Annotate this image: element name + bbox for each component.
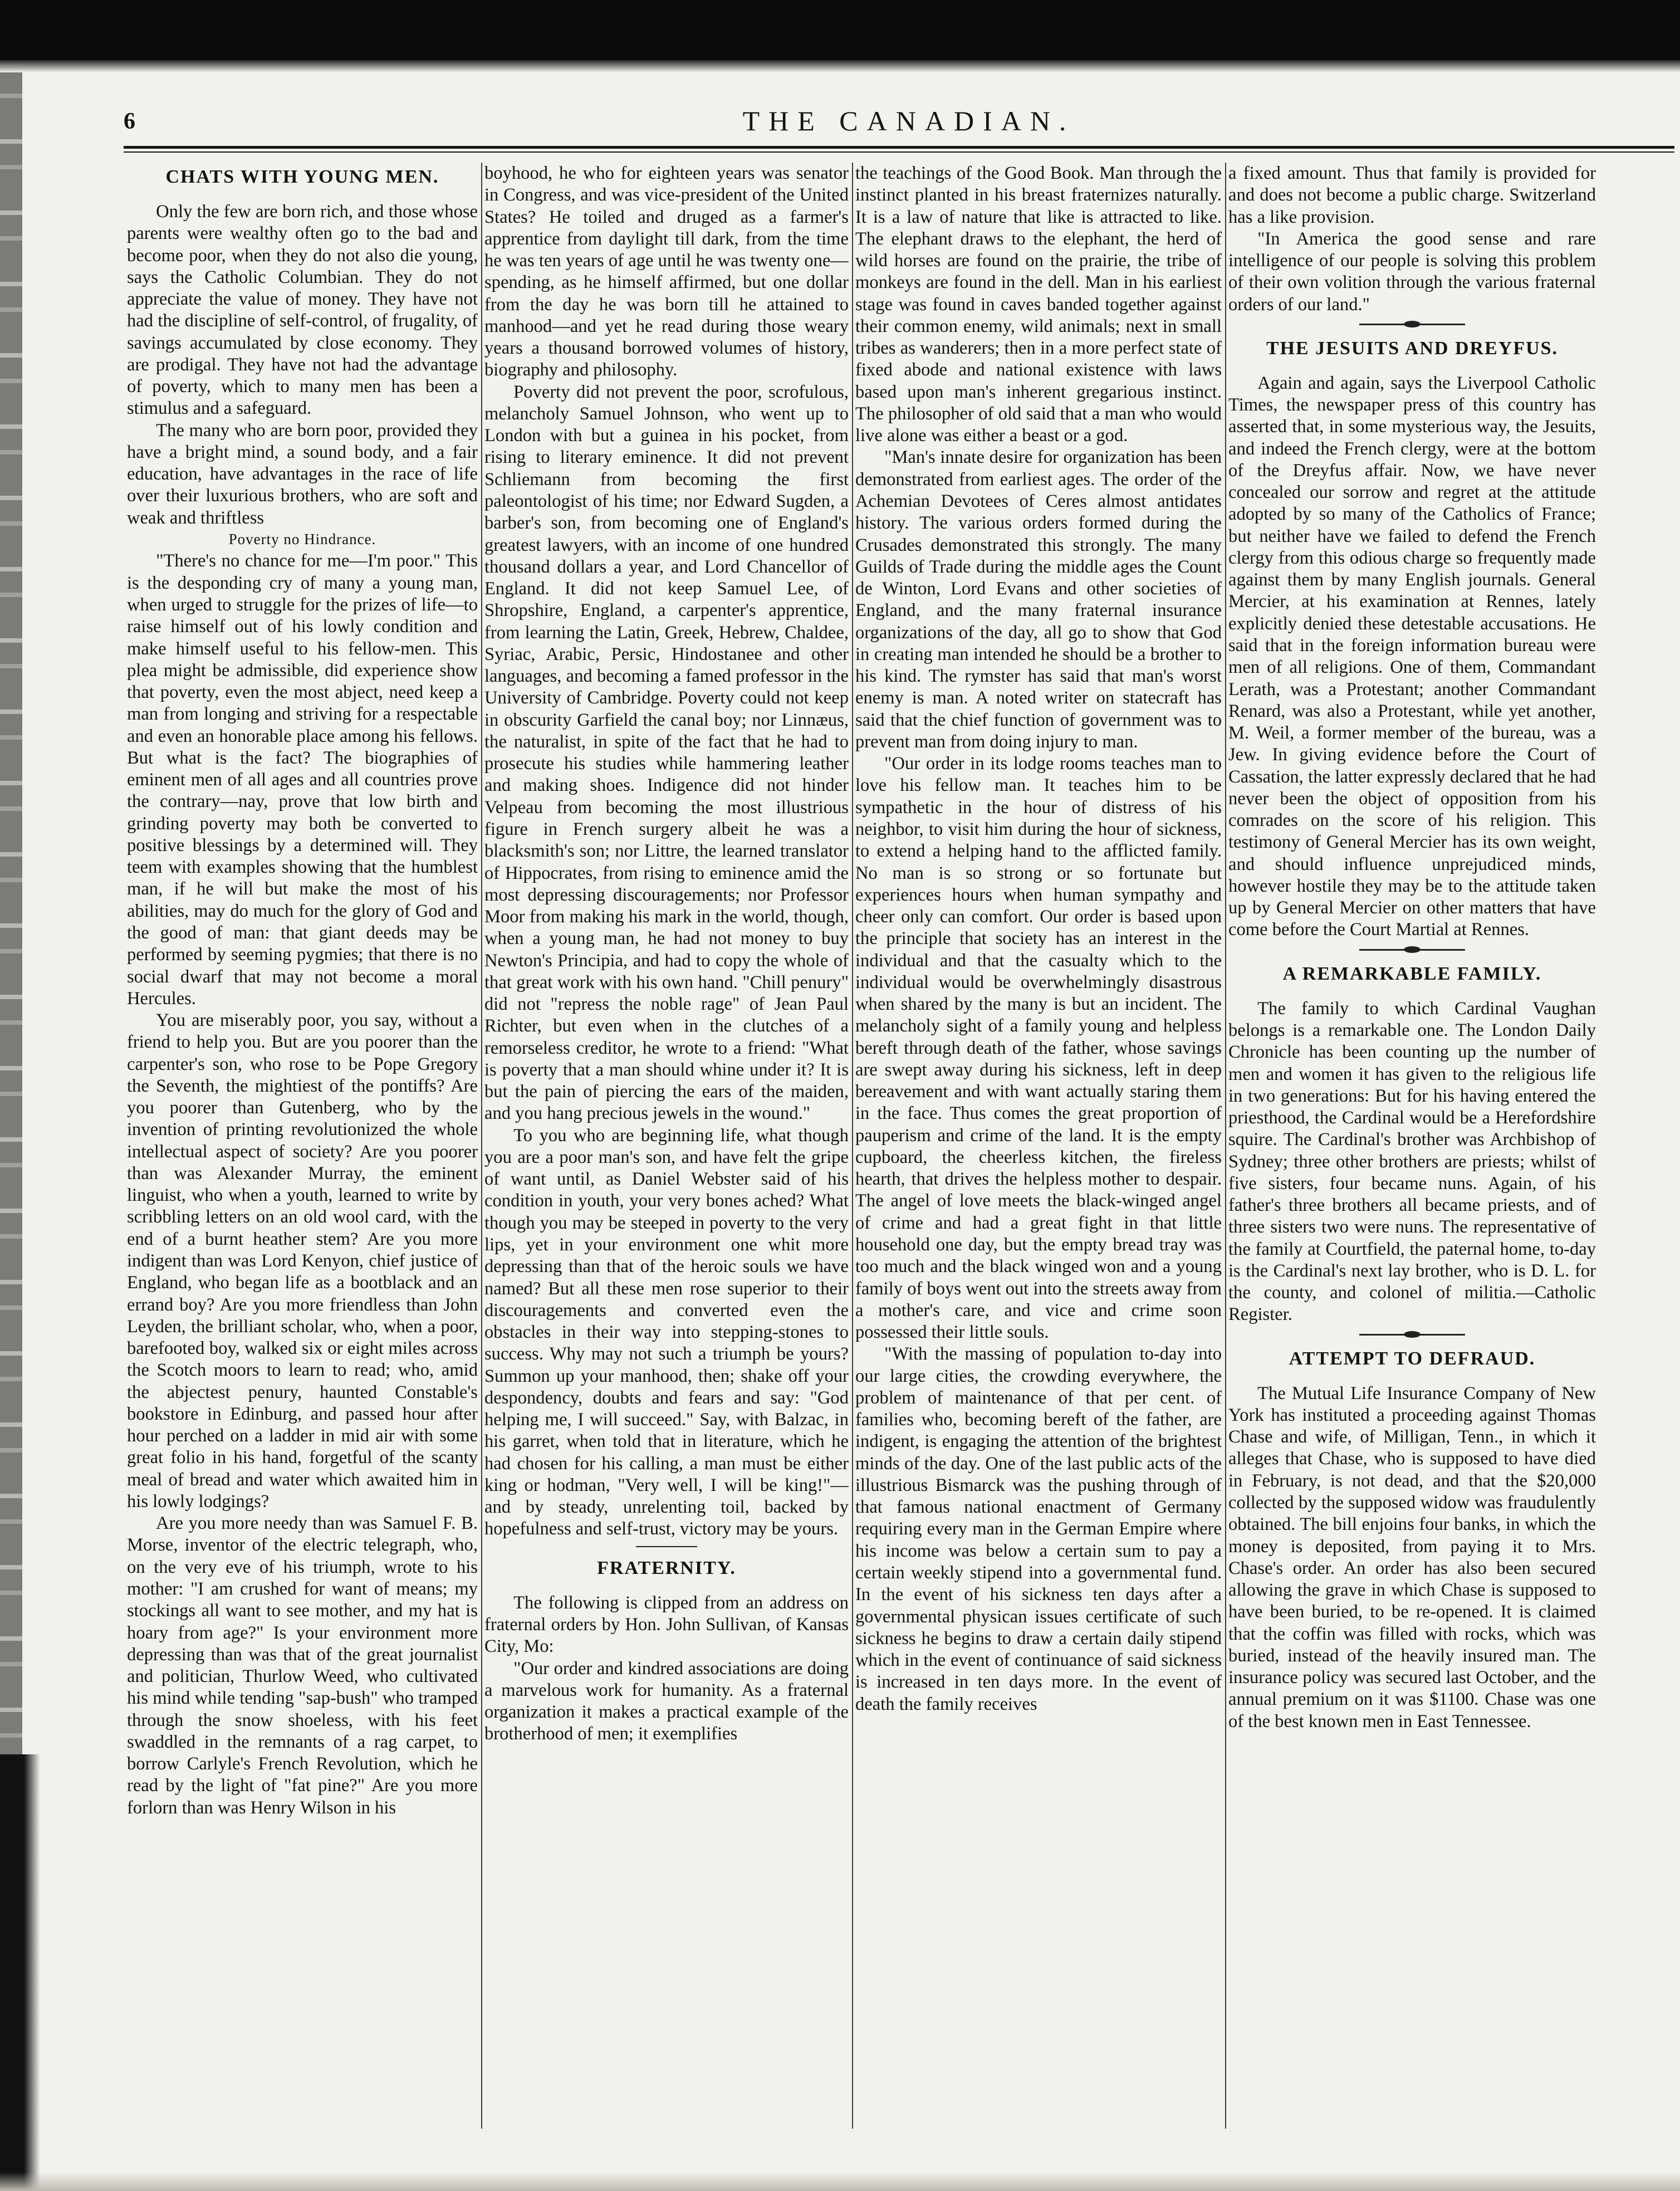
article-paragraph: You are miserably poor, you say, without a friend to help you. But are you poorer than the carpenter's son, who rose to be Pope Gregory the Seventh, the mightiest of the pontiffs? Are you poorer than Gutenberg, who by the invention of printing revolutionized the whole intellectual aspect of society? Are you poorer than was Alexander Murray, the eminent linguist, who when a youth, learned to write by scribbling letters on an old wool card, with the end of a burnt heather stem? Are you more indigent than was Lord Kenyon, chief justice of England, who began life as a bootblack and an errand boy? Are you more friendless than John Leyden, the brilliant scholar, who, when a poor, barefooted boy, walked six or eight miles across the Scotch moors to learn to read; who, amid the abjectest penury, haunted Constable's bookstore in Edinburg, and passed hour after hour perched on a ladder in mid air with some great folio in his hand, forgetful of the scanty meal of bread and water which awaited him in his lowly lodgings? xyxy=(127,1010,478,1512)
article-paragraph: "In America the good sense and rare intelligence of our people is solving this problem of their own volition through the various fraternal orders of our land." xyxy=(1228,228,1596,315)
column-divider xyxy=(852,163,853,2129)
column-3 xyxy=(855,163,1222,2168)
column-1 xyxy=(127,163,478,2168)
article-paragraph: boyhood, he who for eighteen years was senator in Congress, and was vice-president of the United States? He toiled and druged as a farmer's apprentice from daylight till dark, from the time he was ten years of age until he was twenty one—spending, as he himself affirmed, but one dollar from the day he was born till he attained to manhood—and yet he read during those weary years a thousand borrowed volumes of history, biography and philosophy. xyxy=(484,163,849,380)
scan-top-shadow xyxy=(0,60,1680,72)
article-paragraph: "Man's innate desire for organization has been demonstrated from earliest ages. The order of the Achemian Devotees of Ceres almost antidates history. The various orders formed during the Crusades demonstrated this strongly. The many Guilds of Trade during the middle ages the Count de Winton, Lord Evans and other societies of England, and the many fraternal insurance organizations of the day, all go to show that God in creating man intended he should be a brother to his kind. The rymster has said that man's worst enemy is man. A noted writer on statecraft has said that the chief function of government was to prevent man from doing injury to man. xyxy=(855,447,1222,752)
header-rule xyxy=(124,146,1674,149)
column-divider xyxy=(1225,163,1226,2129)
column-2 xyxy=(484,163,849,2168)
page-number: 6 xyxy=(124,109,135,134)
article-headline: A REMARKABLE FAMILY. xyxy=(1282,963,1542,984)
scan-top-border xyxy=(0,0,1680,60)
article-headline: ATTEMPT TO DEFRAUD. xyxy=(1289,1348,1536,1369)
article-paragraph: "With the massing of population to-day into our large cities, the crowding everywhere, the problem of maintenance of that per cent. of families who, becoming bereft of the father, are indigent, is engaging the attention of the brightest minds of the day. One of the last public acts of the illustrious Bismarck was the pushing through of that famous national enactment of Germany requiring every man in the German Empire where his income was below a certain sum to pay a certain weekly stipend into a governmental fund. In the event of his sickness ten days after a governmental physican issues certificate of such sickness he begins to draw a certain daily stipend which in the event of continuance of said sickness is increased in ten days more. In the event of death the family receives xyxy=(855,1344,1222,1714)
article-paragraph: "Our order in its lodge rooms teaches man to love his fellow man. It teaches him to be sympathetic in the hour of distress of his neighbor, to visit him during the hour of sickness, to extend a helping hand to the afflicted family. No man is so strong or so fortunate but experiences hours when human sympathy and cheer only can comfort. Our order is based upon the principle that society has an interest in the individual and that the casualty which to the individual would be overwhelmingly disastrous when shared by the many is but an incident. The melancholy sight of a family young and helpless bereft through death of the father, whose savings are swept away during his sickness, left in deep bereavement and with want actually staring them in the face. Thus comes the great proportion of pauperism and crime of the land. It is the empty cupboard, the cheerless kitchen, the fireless hearth, that drives the helpless mother to despair. The angel of love meets the black-winged angel of crime and had a great fight in that little household one day, but the empty bread tray was too much and the black winged won and a young family of boys went out into the streets away from a mother's care, and vice and crime soon possessed their little souls. xyxy=(855,754,1222,1343)
article-paragraph: Poverty did not prevent the poor, scrofulous, melancholy Samuel Johnson, who went up to London with but a guinea in his pocket, from rising to literary eminence. It did not prevent Schliemann from becoming the first paleontologist of his time; nor Edward Sugden, a barber's son, from becoming one of England's greatest lawyers, with an income of one hundred thousand dollars a year, and Lord Chancellor of England. It did not keep Samuel Lee, of Shropshire, England, a carpenter's apprentice, from learning the Latin, Greek, Hebrew, Chaldee, Syriac, Arabic, Persic, Hindostanee and other languages, and becoming a famed professor in the University of Cambridge. Poverty could not keep in obscurity Garfield the canal boy; nor Linnæus, the naturalist, in spite of the fact that he had to prosecute his studies while hammering leather and making shoes. Indigence did not hinder Velpeau from becoming the most illustrious figure in French surgery albeit he was a blacksmith's son; nor Littre, the learned translator of Hippocrates, from rising to eminence amid the most depressing discouragements; nor Professor Moor from making his mark in the world, though, when a young man, he had not money to buy Newton's Principia, and had to copy the whole of that great work with his own hand. "Chill penury" did not "repress the noble rage" of Jean Paul Richter, but even when in the clutches of a remorseless creditor, he wrote to a friend: "What is poverty that a man should whine under it? It is but the pain of piercing the ears of the maiden, and you hang precious jewels in the wound." xyxy=(484,382,849,1124)
section-rule xyxy=(636,1546,697,1547)
article-paragraph: "There's no chance for me—I'm poor." This is the desponding cry of many a young man, when urged to struggle for the prizes of life—to raise himself out of his lowly condition and make himself useful to his fellow-men. This plea might be admissible, did experience show that poverty, even the most abject, need keep a man from longing and striving for a respectable and even an honorable place among his fellows. But what is the fact? The biographies of eminent men of all ages and all countries prove the contrary—nay, prove that low birth and grinding poverty may both be converted to positive blessings by a determined will. They teem with examples showing that the humblest man, if he will but make the most of his abilities, may do much for the glory of God and the good of man: that giant deeds may be performed by seeming pygmies; that there is no social dwarf that may not become a moral Hercules. xyxy=(127,551,478,1009)
article-headline: CHATS WITH YOUNG MEN. xyxy=(165,167,439,187)
scan-binding-shadow xyxy=(0,1754,40,2191)
article-headline: THE JESUITS AND DREYFUS. xyxy=(1266,338,1559,359)
article-paragraph: Are you more needy than was Samuel F. B. Morse, inventor of the electric telegraph, who, on the very eve of his triumph, wrote to his mother: "I am crushed for want of means; my stockings all want to see mother, and my hat is hoary from age?" Is your environment more depressing than was that of the great journalist and politician, Thurlow Weed, who cultivated his mind while tending "sap-bush" who tramped through the snow shoeless, with his feet swaddled in the remnants of a rag carpet, to borrow Carlyle's French Revolution, which he read by the light of "fat pine?" Are you more forlorn than was Henry Wilson in his xyxy=(127,1513,478,1818)
article-paragraph: The many who are born poor, provided they have a bright mind, a sound body, and a fair education, have advantages in the race of life over their luxurious brothers, who are soft and weak and thriftless xyxy=(127,420,478,528)
article-paragraph: The family to which Cardinal Vaughan belongs is a remarkable one. The London Daily Chronicle has been counting up the number of men and women it has given to the religious life in two generations: But for his having entered the priesthood, the Cardinal would be a Herefordshire squire. The Cardinal's brother was Archbishop of Sydney; three other brothers are priests; whilst of five sisters, four became nuns. Again, of his father's three brothers all became priests, and of three sisters two were nuns. The representative of the family at Courtfield, the paternal home, to-day is the Cardinal's next lay brother, who is D. L. for the county, and colonel of militia.—Catholic Register. xyxy=(1228,998,1596,1325)
article-paragraph: To you who are beginning life, what though you are a poor man's son, and have felt the gripe of want until, as Daniel Webster said of his condition in youth, your very bones ached? What though you may be steeped in poverty to the very lips, yet in your environment one whit more depressing than that of the heroic souls we have named? But all these men rose superior to their discouragements and converted even the obstacles in their way into stepping-stones to success. Why may not such a triumph be yours? Summon up your manhood, then; shake off your despondency, doubts and fears and say: "God helping me, I will succeed." Say, with Balzac, in his garret, when told that in literature, which he had chosen for his calling, a man must be either king or hodman, "Very well, I will be king!"—and by steady, unrelenting toil, backed by hopefulness and self-trust, victory may be yours. xyxy=(484,1125,849,1539)
scan-bottom-edge xyxy=(0,2172,1680,2191)
article-paragraph: Again and again, says the Liverpool Catholic Times, the newspaper press of this country has asserted that, in some mysterious way, the Jesuits, and indeed the French clergy, were at the bottom of the Dreyfus affair. Now, we have never concealed our sorrow and regret at the attitude adopted by so many of the Catholics of France; but neither have we failed to defend the French clergy from this odious charge so frequently made against them by many English journals. General Mercier, at his examination at Rennes, lately explicitly denied these detestable accusations. He said that in the foreign information bureau were men of all religions. One of them, Commandant Lerath, was a Protestant; another Commandant Renard, was also a Protestant, while yet another, M. Weil, a former member of the bureau, was a Jew. In giving evidence before the Court of Cassation, the latter expressly declared that he had never been the object of opposition from his comrades on the score of his religion. This testimony of General Mercier has its own weight, and should influence unprejudiced minds, however hostile they may be to the attitude taken up by General Mercier on other matters that have come before the Court Martial at Rennes. xyxy=(1228,373,1596,940)
article-subheading: Poverty no Hindrance. xyxy=(228,530,376,547)
column-4 xyxy=(1228,163,1596,2168)
newspaper-title: THE CANADIAN. xyxy=(742,105,1075,136)
article-paragraph: The following is clipped from an address on fraternal orders by Hon. John Sullivan, of Kansas City, Mo: xyxy=(484,1592,849,1657)
article-paragraph: The Mutual Life Insurance Company of New York has instituted a proceeding against Thomas Chase and wife, of Milligan, Tenn., in which it alleges that Chase, who is supposed to have died in February, is not dead, and that the $20,000 collected by the supposed widow was fraudulently obtained. The bill enjoins four banks, in which the money is deposited, from paying it to Mrs. Chase's order. An order has also been secured allowing the grave in which Chase is supposed to have been buried, to be re-opened. It is claimed that the coffin was filled with rocks, which was buried, instead of the heavily insured man. The insurance policy was secured last October, and the annual premium on it was $1100. Chase was one of the best known men in East Tennessee. xyxy=(1228,1383,1596,1732)
header-rule-thin xyxy=(124,151,1674,153)
ornamental-separator xyxy=(1359,324,1465,325)
article-paragraph: Only the few are born rich, and those whose parents were wealthy often go to the bad and become poor, when they do not also die young, says the Catholic Columbian. They do not appreciate the value of money. They have not had the discipline of self-control, of frugality, of savings accumulated by close economy. They are prodigal. They have not had the advantage of poverty, which to many men has been a stimulus and a safeguard. xyxy=(127,201,478,419)
article-paragraph: a fixed amount. Thus that family is provided for and does not become a public charge. Switzerland has a like provision. xyxy=(1228,163,1596,227)
ornamental-separator xyxy=(1359,1334,1465,1336)
ornamental-separator xyxy=(1359,949,1465,951)
article-paragraph: "Our order and kindred associations are doing a marvelous work for humanity. As a fraternal organization it makes a practical example of the brotherhood of men; it exemplifies xyxy=(484,1658,849,1744)
column-divider xyxy=(481,163,482,2129)
article-headline: FRATERNITY. xyxy=(597,1557,736,1578)
article-paragraph: the teachings of the Good Book. Man through the instinct planted in his breast fraternizes naturally. It is a law of nature that like is attracted to like. The elephant draws to the elephant, the herd of wild horses are found on the prairie, the tribe of monkeys are found in the dell. Man in his earliest stage was found in caves banded together against their common enemy, wild animals; next in small tribes as wanderers; then in a more perfect state of fixed abode and national existence with laws based upon man's inherent gregarious instinct. The philosopher of old said that a man who would live alone was either a beast or a god. xyxy=(855,163,1222,446)
